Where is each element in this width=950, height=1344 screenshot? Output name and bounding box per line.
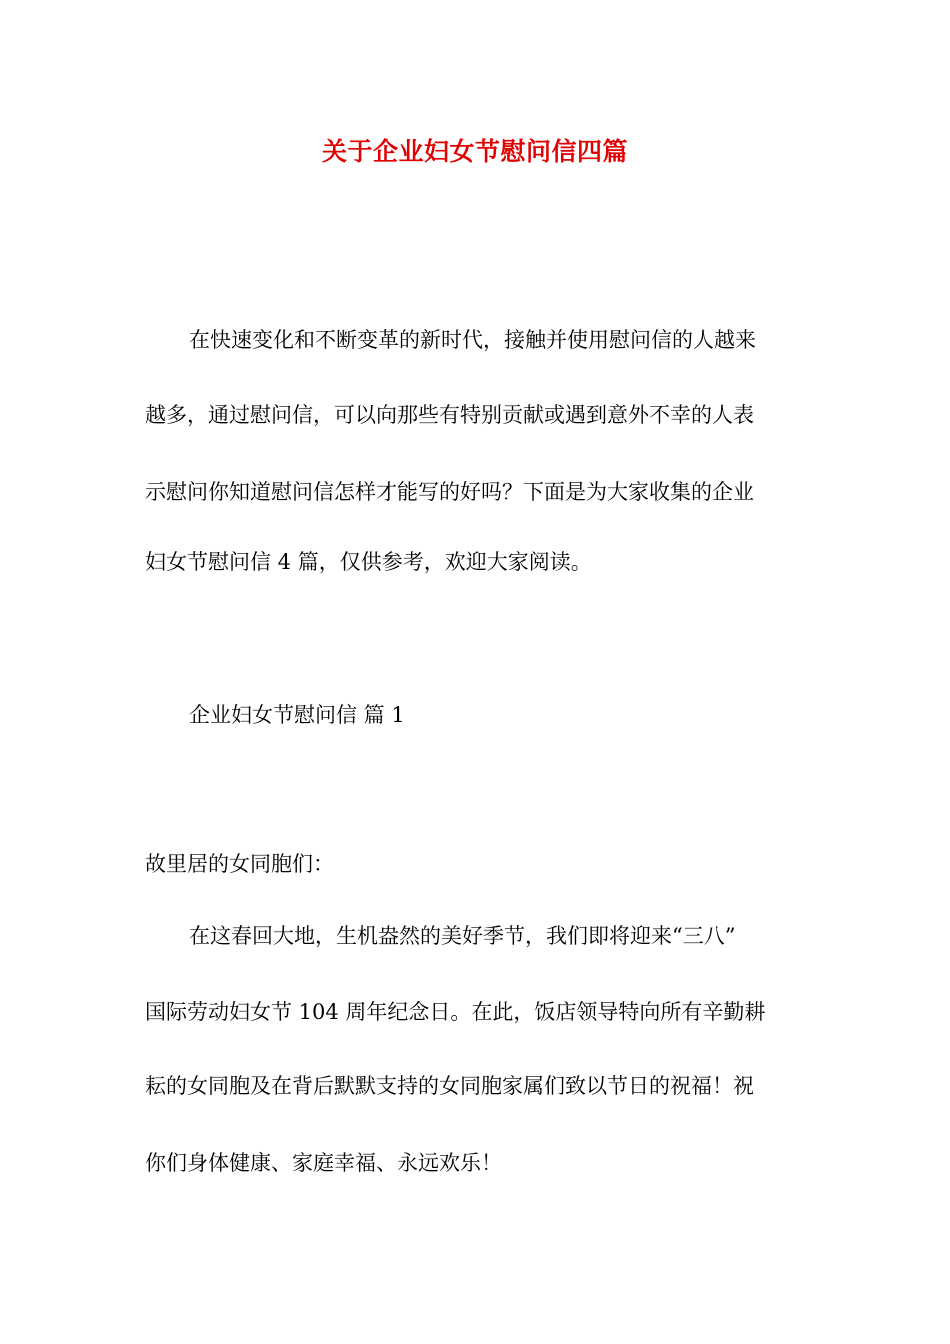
body-line-1: 在这春回大地，生机盎然的美好季节，我们即将迎来“三八” — [189, 924, 736, 948]
intro-line-2: 越多，通过慰问信，可以向那些有特别贡献或遇到意外不幸的人表 — [145, 403, 754, 427]
intro-line-1: 在快速变化和不断变革的新时代，接触并使用慰问信的人越来 — [189, 328, 756, 352]
salutation: 故里居的女同胞们： — [145, 852, 334, 876]
document-title: 关于企业妇女节慰问信四篇 — [321, 137, 628, 166]
body-line-4: 你们身体健康、家庭幸福、永远欢乐！ — [145, 1151, 502, 1175]
section-heading: 企业妇女节慰问信 篇 1 — [189, 703, 405, 727]
body-line-2: 国际劳动妇女节 104 周年纪念日。在此，饭店领导特向所有辛勤耕 — [145, 1000, 766, 1024]
intro-line-3: 示慰问你知道慰问信怎样才能写的好吗？下面是为大家收集的企业 — [145, 480, 754, 504]
body-line-3: 耘的女同胞及在背后默默支持的女同胞家属们致以节日的祝福！祝 — [145, 1074, 754, 1098]
intro-line-4: 妇女节慰问信 4 篇，仅供参考，欢迎大家阅读。 — [145, 550, 592, 574]
